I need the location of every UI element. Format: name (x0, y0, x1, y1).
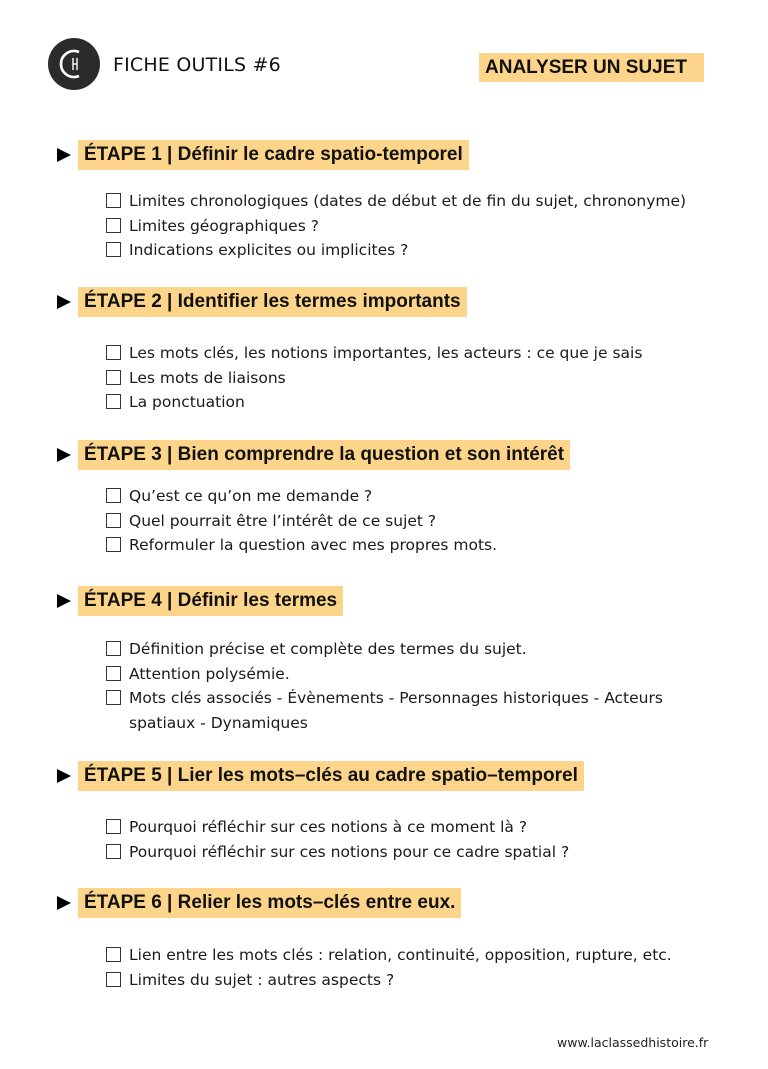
item-text: La ponctuation (129, 393, 245, 411)
checkbox[interactable] (106, 488, 121, 503)
step-title: ÉTAPE 4 | Définir les termes (78, 586, 343, 616)
item-text: Pourquoi réfléchir sur ces notions à ce moment là ? (129, 818, 528, 836)
item-text: Limites du sujet : autres aspects ? (129, 970, 395, 989)
checkbox[interactable] (106, 193, 121, 208)
checkbox[interactable] (106, 641, 121, 656)
item-text: Quel pourrait être l’intérêt de ce sujet ? (129, 511, 437, 530)
step-title: ÉTAPE 6 | Relier les mots–clés entre eux. (78, 888, 461, 918)
play-arrow-icon (57, 148, 71, 162)
checkbox[interactable] (106, 972, 121, 987)
list-item (106, 637, 699, 662)
step-title: ÉTAPE 2 | Identifier les termes importants (78, 287, 467, 317)
checkbox[interactable] (106, 537, 121, 552)
item-text: Indications explicites ou implicites ? (129, 241, 409, 259)
play-arrow-icon (57, 769, 71, 783)
step-title: ÉTAPE 5 | Lier les mots–clés au cadre spatio–temporel (78, 761, 584, 791)
list-item (106, 238, 686, 263)
checkbox[interactable] (106, 370, 121, 385)
item-text: Limites géographiques ? (129, 216, 319, 235)
checkbox[interactable] (106, 947, 121, 962)
checklist (106, 484, 497, 558)
list-item (106, 686, 699, 735)
list-item (106, 533, 497, 558)
item-text: Reformuler la question avec mes propres mots. (129, 536, 498, 554)
checklist (106, 943, 672, 992)
play-arrow-icon (57, 448, 71, 462)
checkbox[interactable] (106, 394, 121, 409)
list-item (106, 840, 569, 865)
website-link[interactable]: www.laclassedhistoire.fr (557, 1035, 709, 1050)
list-item (106, 968, 672, 993)
checkbox[interactable] (106, 242, 121, 257)
item-text: Lien entre les mots clés : relation, continuité, opposition, rupture, etc. (129, 946, 672, 964)
checkbox[interactable] (106, 819, 121, 834)
circle-logo-icon (48, 38, 100, 90)
item-text: Qu’est ce qu’on me demande ? (129, 487, 373, 505)
checklist (106, 341, 642, 415)
checkbox[interactable] (106, 218, 121, 233)
list-item (106, 943, 672, 968)
step-title: ÉTAPE 3 | Bien comprendre la question et son intérêt (78, 440, 570, 470)
list-item (106, 214, 686, 239)
list-item (106, 484, 497, 509)
play-arrow-icon (57, 594, 71, 608)
play-arrow-icon (57, 295, 71, 309)
list-item (106, 341, 642, 366)
checkbox[interactable] (106, 666, 121, 681)
item-text: Mots clés associés - Évènements - Personnages historiques - Acteurs spatiaux - Dynamiques (129, 689, 663, 732)
list-item (106, 390, 642, 415)
checklist (106, 815, 569, 864)
checkbox[interactable] (106, 690, 121, 705)
item-text: Limites chronologiques (dates de début et de fin du sujet, chrononyme) (129, 192, 687, 210)
item-text: Attention polysémie. (129, 664, 290, 683)
step-title: ÉTAPE 1 | Définir le cadre spatio-temporel (78, 140, 469, 170)
item-text: Les mots de liaisons (129, 368, 286, 387)
list-item (106, 815, 569, 840)
fiche-label: FICHE OUTILS #6 (113, 54, 281, 76)
item-text: Définition précise et complète des termes du sujet. (129, 640, 527, 658)
item-text: Les mots clés, les notions importantes, les acteurs : ce que je sais (129, 344, 643, 362)
checkbox[interactable] (106, 513, 121, 528)
checklist (106, 189, 686, 263)
item-text: Pourquoi réfléchir sur ces notions pour ce cadre spatial ? (129, 842, 570, 861)
logo (48, 38, 100, 90)
checkbox[interactable] (106, 844, 121, 859)
subject-title: ANALYSER UN SUJET (479, 53, 704, 82)
list-item (106, 366, 642, 391)
list-item (106, 662, 699, 687)
play-arrow-icon (57, 896, 71, 910)
list-item (106, 509, 497, 534)
checklist (106, 637, 699, 735)
checkbox[interactable] (106, 345, 121, 360)
list-item (106, 189, 686, 214)
